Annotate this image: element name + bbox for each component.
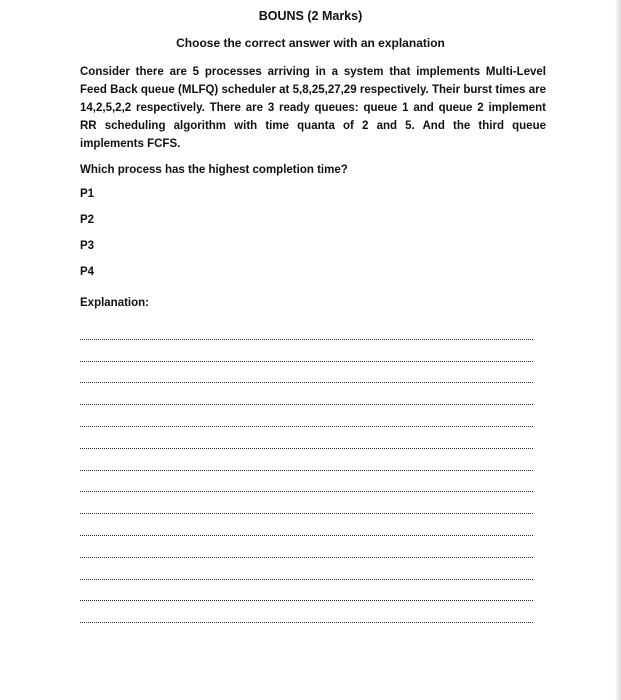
answer-line[interactable] [80,610,533,632]
page-title: BOUNS (2 Marks) [258,9,363,23]
explanation-label: Explanation: [80,297,150,309]
answer-line[interactable] [80,545,533,567]
page-edge-shadow [615,0,621,700]
question-block [80,63,546,312]
answer-line[interactable] [80,501,533,523]
answer-line[interactable] [80,327,533,349]
question-body: Consider there are 5 processes arriving in a system that implements Multi-Level Feed Back queue (MLFQ) scheduler at 5,8,25,27,29 respectively. Their burst times are 14,2,5,2,2 respectively. There are 3 ready queues: queue 1 and queue 2 implement RR scheduling algorithm with time quanta of 2 and 5. And the third queue implements FCFS. [80,66,546,150]
answer-options [80,185,546,289]
question-prompt: Which process has the highest completion time? [80,164,348,176]
answer-line[interactable] [80,436,533,458]
answer-line[interactable] [80,414,533,436]
answer-line[interactable] [80,589,533,611]
answer-line[interactable] [80,458,533,480]
answer-line[interactable] [80,567,533,589]
answer-line[interactable] [80,371,533,393]
option-p2[interactable]: P2 [80,214,95,226]
option-p3[interactable]: P3 [80,240,95,252]
answer-line[interactable] [80,480,533,502]
answer-line[interactable] [80,349,533,371]
answer-line[interactable] [80,392,533,414]
option-p1[interactable]: P1 [80,188,95,200]
option-p4[interactable]: P4 [80,266,95,278]
instructions: Choose the correct answer with an explanation [176,36,445,50]
answer-line[interactable] [80,523,533,545]
explanation-answer-area[interactable] [80,327,533,632]
